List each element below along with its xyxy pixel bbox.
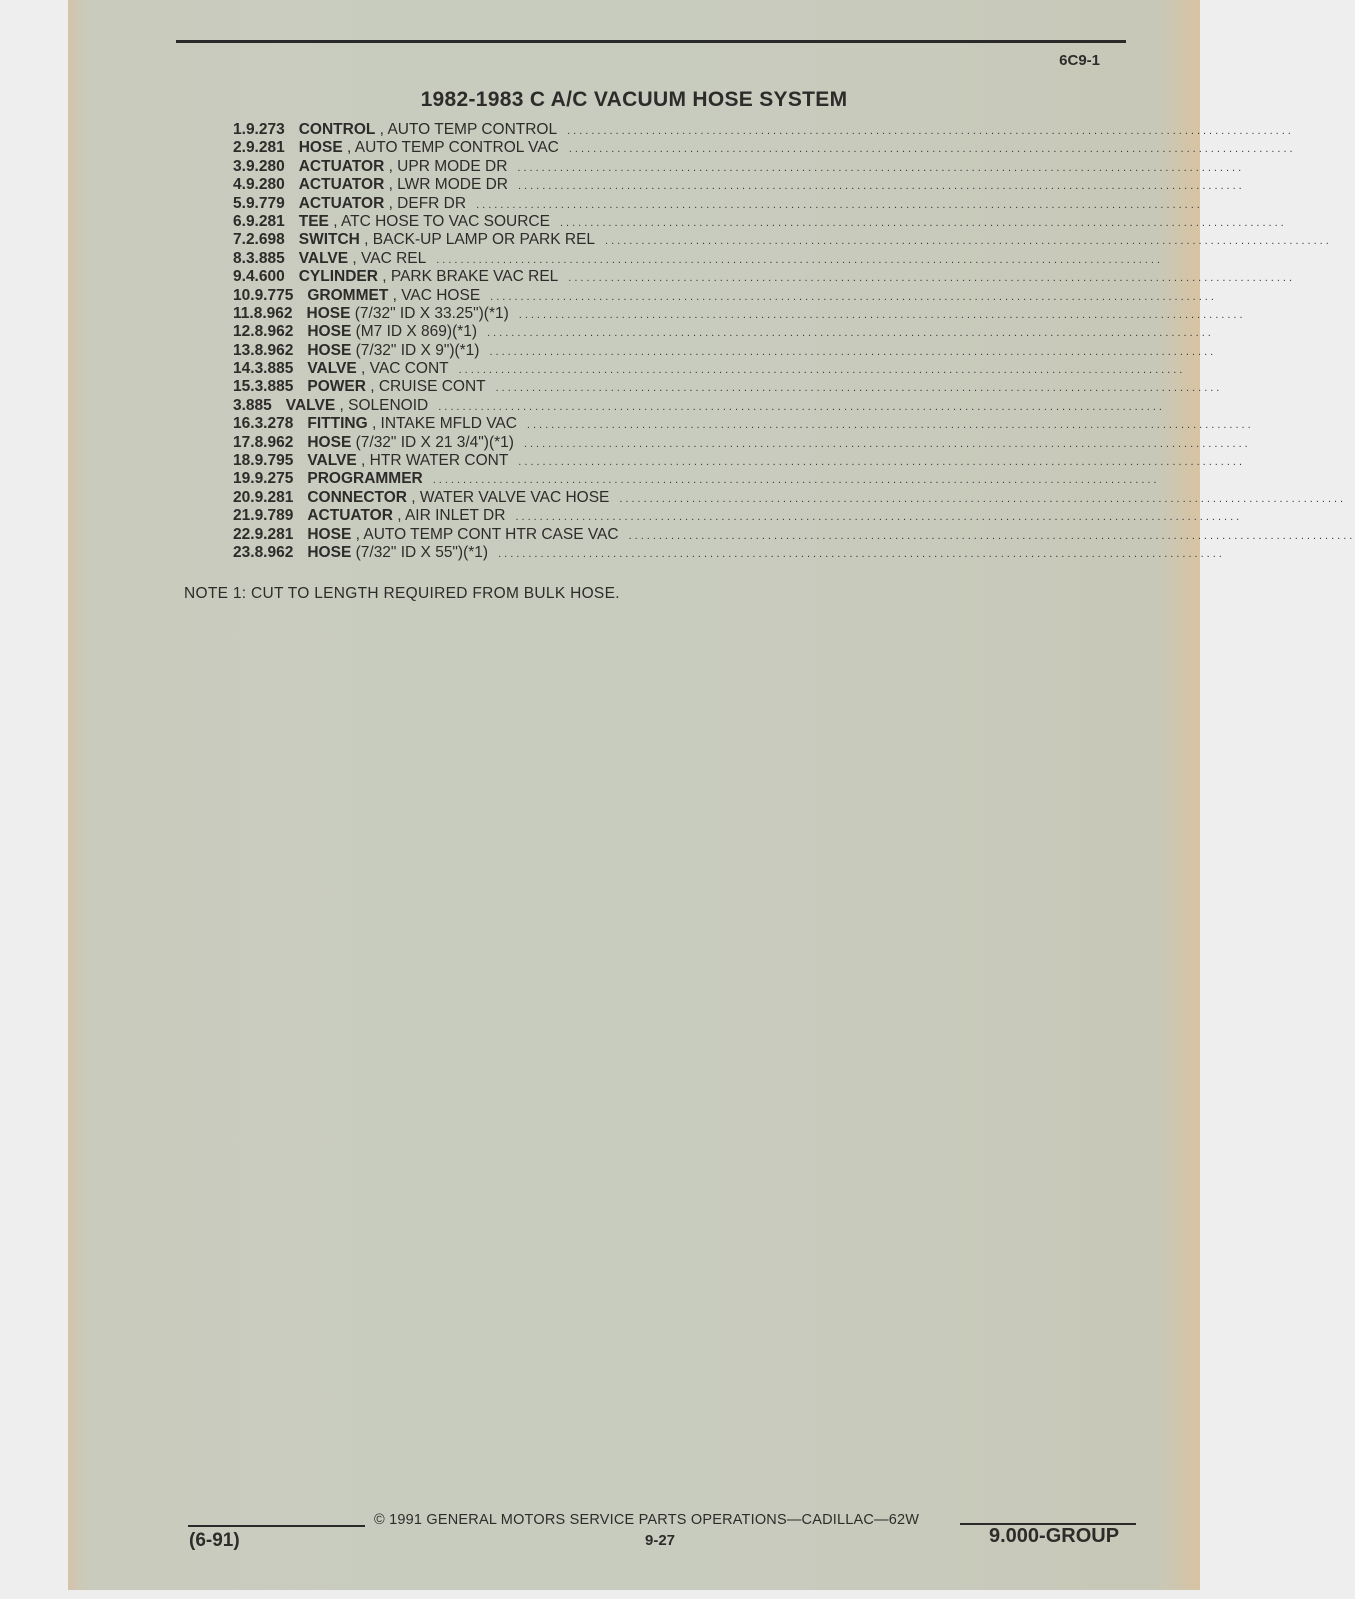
part-number: 16. <box>233 415 255 433</box>
part-number: 22. <box>233 525 255 543</box>
dot-leader: ........................................................................................................................ <box>495 382 1223 395</box>
part-name: VALVE <box>298 249 349 267</box>
part-group: 9.273 <box>245 121 285 138</box>
part-row <box>233 249 1163 268</box>
part-detail: , VAC CONT <box>356 360 449 378</box>
part-description <box>307 452 508 470</box>
part-row <box>233 396 1165 415</box>
part-row <box>233 268 1296 286</box>
part-detail: , INTAKE MFLD VAC <box>367 415 517 433</box>
part-description <box>286 397 428 415</box>
part-description <box>307 415 517 433</box>
part-group: 9.281 <box>245 212 285 230</box>
dot-leader: ........................................................................................................................ <box>487 327 1214 340</box>
dot-leader: ........................................................................................................................ <box>559 216 1287 229</box>
dot-leader: ........................................................................................................................ <box>628 529 1355 542</box>
part-group: 3.885 <box>254 378 294 396</box>
part-row <box>233 415 1254 433</box>
dot-leader: ........................................................................................................................ <box>523 437 1251 450</box>
part-name: CONNECTOR <box>307 488 407 506</box>
part-group: 9.779 <box>245 194 285 212</box>
part-description <box>307 323 477 341</box>
part-description <box>307 360 448 378</box>
part-name: HOSE <box>307 323 352 341</box>
part-detail: , AIR INLET DR <box>392 507 506 525</box>
part-description <box>307 378 485 396</box>
part-row <box>233 525 1355 544</box>
part-name: VALVE <box>307 452 357 470</box>
part-row <box>233 304 1246 323</box>
part-description <box>299 121 557 139</box>
part-name: ACTUATOR <box>298 176 385 194</box>
part-number: 13. <box>233 341 255 359</box>
part-detail: , AUTO TEMP CONTROL <box>375 121 558 138</box>
dot-leader: ........................................................................................................................ <box>568 143 1296 156</box>
dot-leader: ........................................................................................................................ <box>518 308 1246 321</box>
part-description <box>299 250 427 268</box>
part-number: 10. <box>233 286 255 304</box>
part-number: 12. <box>233 323 255 341</box>
dot-leader: ........................................................................................................................ <box>567 125 1294 137</box>
dot-leader: ........................................................................................................................ <box>517 161 1245 174</box>
part-detail: (M7 ID X 869)(*1) <box>351 323 478 341</box>
part-name: PROGRAMMER <box>307 470 423 488</box>
part-name: HOSE <box>307 525 352 543</box>
part-group: 8.962 <box>254 433 294 451</box>
part-row <box>233 323 1214 341</box>
dot-leader: ........................................................................................................................ <box>619 492 1347 505</box>
dot-leader: ........................................................................................................................ <box>498 547 1225 560</box>
part-number: 20. <box>233 488 255 506</box>
part-detail: , DEFR DR <box>384 194 467 212</box>
part-name: HOSE <box>307 341 352 359</box>
part-name: ACTUATOR <box>298 157 385 175</box>
part-number: 1. <box>233 121 246 138</box>
part-number: 23. <box>233 543 255 561</box>
part-row <box>233 507 1243 525</box>
part-number: 19. <box>233 470 255 488</box>
part-row <box>233 378 1223 396</box>
part-row <box>233 433 1251 452</box>
part-detail: , VAC HOSE <box>388 286 481 304</box>
part-row <box>233 176 1245 194</box>
part-number: 21. <box>233 507 255 525</box>
part-detail: (7/32" ID X 33.25")(*1) <box>350 304 509 322</box>
part-description <box>299 268 559 286</box>
footer-date-code: (6-91) <box>189 1530 240 1551</box>
dot-leader: ........................................................................................................................ <box>515 511 1243 524</box>
part-group: 8.962 <box>254 543 294 561</box>
part-row <box>233 157 1245 176</box>
part-group: 4.600 <box>245 268 285 286</box>
part-name: CONTROL <box>298 121 376 138</box>
part-detail: , CRUISE CONT <box>365 378 486 396</box>
dot-leader: ........................................................................................................................ <box>476 198 1203 211</box>
part-name: VALVE <box>285 396 336 414</box>
note-text: NOTE 1: CUT TO LENGTH REQUIRED FROM BULK HOSE. <box>184 585 620 602</box>
part-name: GROMMET <box>307 286 389 304</box>
part-group: 9.789 <box>254 507 294 525</box>
part-row <box>233 194 1203 213</box>
part-row <box>233 488 1347 507</box>
part-name: CYLINDER <box>298 268 378 286</box>
part-detail: , AUTO TEMP CONT HTR CASE VAC <box>351 525 619 543</box>
part-row <box>233 231 1332 249</box>
part-number: 14. <box>233 360 255 378</box>
part-name: POWER <box>307 378 366 396</box>
part-number: 17. <box>233 433 255 451</box>
part-row <box>233 452 1246 470</box>
part-description <box>307 544 488 562</box>
part-row <box>233 286 1217 305</box>
part-name: HOSE <box>298 139 343 157</box>
part-detail: (7/32" ID X 9")(*1) <box>351 341 480 359</box>
part-name: HOSE <box>306 304 351 322</box>
part-detail: , LWR MODE DR <box>384 176 508 194</box>
part-detail: , SOLENOID <box>335 396 429 414</box>
dot-leader: ........................................................................................................................ <box>526 419 1254 432</box>
part-description <box>307 305 509 323</box>
part-number: 8. <box>233 249 246 267</box>
part-number: 4. <box>233 176 246 194</box>
part-name: ACTUATOR <box>307 507 393 525</box>
dot-leader: ........................................................................................................................ <box>489 345 1217 358</box>
part-detail: , UPR MODE DR <box>384 157 508 175</box>
part-number: 6. <box>233 212 246 230</box>
part-name: SWITCH <box>298 231 360 249</box>
part-detail: , ATC HOSE TO VAC SOURCE <box>328 212 550 230</box>
part-row <box>233 212 1287 231</box>
dot-leader: ........................................................................................................................ <box>605 235 1332 248</box>
part-row <box>233 139 1296 157</box>
dot-leader: ........................................................................................................................ <box>568 272 1296 285</box>
part-group: 9.281 <box>254 488 294 506</box>
part-description <box>307 507 505 525</box>
part-description <box>299 176 508 194</box>
part-row <box>233 543 1225 562</box>
part-row <box>233 341 1217 360</box>
part-number: 2. <box>233 139 246 157</box>
part-row <box>233 360 1186 378</box>
part-row <box>233 470 1160 488</box>
part-number: 7. <box>233 231 246 249</box>
dot-leader: ........................................................................................................................ <box>518 456 1246 469</box>
part-description <box>307 489 609 507</box>
part-group: 9.795 <box>254 452 294 470</box>
part-name: VALVE <box>307 360 357 378</box>
footer-group: 9.000-GROUP <box>989 1525 1120 1547</box>
part-description <box>307 287 480 305</box>
part-name: ACTUATOR <box>298 194 385 212</box>
part-description <box>307 434 514 452</box>
parts-list <box>233 121 1355 562</box>
footer-page-number: 9-27 <box>645 1532 676 1549</box>
part-name: HOSE <box>307 433 352 451</box>
part-group: 9.280 <box>245 176 285 194</box>
dot-leader: ........................................................................................................................ <box>490 290 1217 303</box>
part-group: 9.281 <box>245 139 285 157</box>
part-description <box>307 342 479 360</box>
part-group: 9.775 <box>254 286 294 304</box>
dot-leader: ........................................................................................................................ <box>436 253 1163 266</box>
part-detail: , WATER VALVE VAC HOSE <box>406 488 610 506</box>
part-number: 3. <box>233 157 246 175</box>
part-number: 11. <box>233 304 254 322</box>
part-group: 2.698 <box>245 231 285 249</box>
part-detail: , VAC REL <box>348 249 427 267</box>
part-name: FITTING <box>307 415 368 433</box>
part-number: 18. <box>233 452 255 470</box>
part-description <box>299 158 508 176</box>
part-detail: (7/32" ID X 55")(*1) <box>351 543 489 561</box>
part-group: 3.885 <box>254 360 294 378</box>
part-group: 8.962 <box>254 341 294 359</box>
part-group: 9.280 <box>245 157 285 175</box>
part-group: 3.885 <box>233 396 272 414</box>
part-row <box>233 121 1294 139</box>
part-description <box>299 139 559 157</box>
dot-leader: ........................................................................................................................ <box>458 364 1186 377</box>
page-code: 6C9-1 <box>1059 52 1100 69</box>
part-description <box>299 231 595 249</box>
dot-leader: ........................................................................................................................ <box>517 180 1245 193</box>
footer-rule-left <box>188 1525 365 1527</box>
part-name: HOSE <box>307 543 352 561</box>
part-name: TEE <box>298 212 329 230</box>
part-group: 8.962 <box>253 304 293 322</box>
part-detail: , BACK-UP LAMP OR PARK REL <box>359 231 596 249</box>
part-description <box>307 470 422 488</box>
part-description <box>299 195 466 213</box>
part-description <box>299 213 550 231</box>
part-group: 3.278 <box>254 415 294 433</box>
part-detail: (7/32" ID X 21 3/4")(*1) <box>351 433 514 451</box>
footer-copyright: © 1991 GENERAL MOTORS SERVICE PARTS OPERATIONS—CADILLAC—62W <box>374 1512 920 1528</box>
part-number: 5. <box>233 194 246 212</box>
dot-leader: ........................................................................................................................ <box>432 474 1160 487</box>
part-group: 3.885 <box>245 249 285 267</box>
part-group: 9.281 <box>254 525 294 543</box>
part-group: 9.275 <box>254 470 294 488</box>
page-title: 1982-1983 C A/C VACUUM HOSE SYSTEM <box>420 88 848 111</box>
header-rule <box>176 40 1126 43</box>
part-detail: , PARK BRAKE VAC REL <box>377 268 559 286</box>
part-number: 9. <box>233 268 246 286</box>
part-description <box>307 526 618 544</box>
part-group: 8.962 <box>254 323 294 341</box>
part-detail: , AUTO TEMP CONTROL VAC <box>342 139 559 157</box>
dot-leader: ........................................................................................................................ <box>438 400 1165 413</box>
part-number: 15. <box>233 378 255 396</box>
part-detail: , HTR WATER CONT <box>356 452 509 470</box>
document-page <box>68 0 1355 1590</box>
